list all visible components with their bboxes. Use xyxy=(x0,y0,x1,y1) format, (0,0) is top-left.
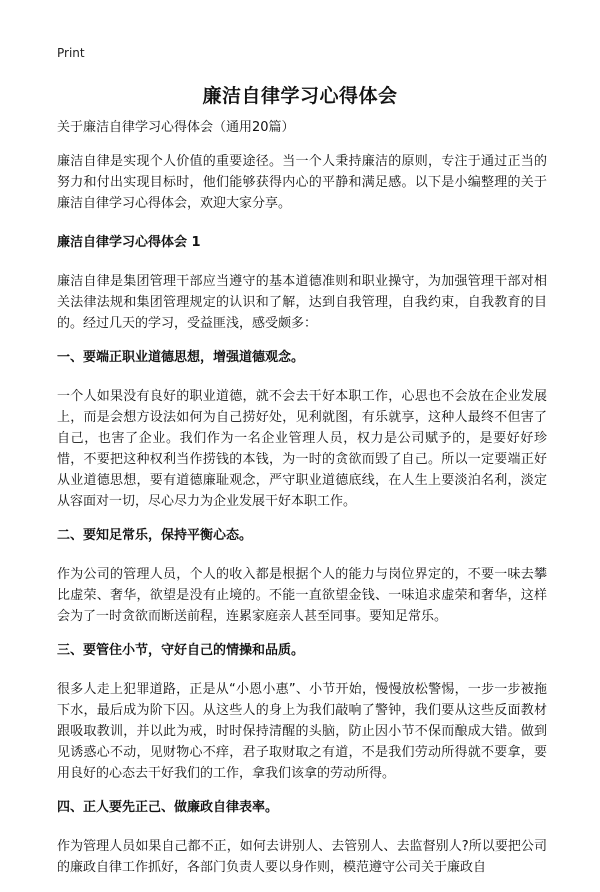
document-body xyxy=(57,117,547,892)
document-title: 廉洁自律学习心得体会 xyxy=(202,85,398,107)
section-body-4: 作为管理人员如果自己都不正，如何去讲别人、去管别人、去监督别人?所以要把公司的廉政自律工作抓好，各部门负责人要以身作则，模范遵守公司关于廉政自 xyxy=(57,839,547,875)
print-link[interactable]: Print xyxy=(57,46,85,60)
intro-paragraph: 廉洁自律是实现个人价值的重要途径。当一个人秉持廉洁的原则，专注于通过正当的努力和付出实现目标时，他们能够获得内心的平静和满足感。以下是小编整理的关于廉洁自律学习心得体会，欢迎大家分享。 xyxy=(57,154,547,211)
section-heading-1: 一、要端正职业道德思想，增强道德观念。 xyxy=(57,350,305,365)
section-body-1: 一个人如果没有良好的职业道德，就不会去干好本职工作，心思也不会放在企业发展上，而是会想方设法如何为自己捞好处，见利就图，有乐就享，这种人最终不但害了自己，也害了企业。我们作为一名企业管理人员，权力是公司赋予的，是要好好珍惜，不要把这种权利当作捞钱的本钱，为一时的贪欲而毁了自己。所以一定要端正好从业道德思想，要有道德廉耻观念，严守职业道德底线，在人生上要淡泊名利，淡定从容面对一切，尽心尽力为企业发展干好本职工作。 xyxy=(57,389,547,509)
section-body-3: 很多人走上犯罪道路，正是从“小恩小惠”、小节开始，慢慢放松警惕，一步一步被拖下水，最后成为阶下囚。从这些人的身上为我们敲响了警钟，我们要从这些反面教材跟吸取教训，并以此为戒，时时保持清醒的头脑，防止因小节不保而酿成大错。做到见诱惑心不动，见财物心不痒，君子取财取之有道，不是我们劳动所得就不要拿，要用良好的心态去干好我们的工作，拿我们该拿的劳动所得。 xyxy=(57,682,547,781)
section-heading-2: 二、要知足常乐，保持平衡心态。 xyxy=(57,528,253,543)
section-heading-3: 三、要管住小节，守好自己的情操和品质。 xyxy=(57,643,305,658)
article-intro-paragraph: 廉洁自律是集团管理干部应当遵守的基本道德准则和职业操守，为加强管理干部对相关法律法规和集团管理规定的认识和了解，达到自我管理，自我约束，自我教育的目的。经过几天的学习，受益匪浅，感受颇多： xyxy=(57,274,547,331)
document-subtitle: 关于廉洁自律学习心得体会（通用20篇） xyxy=(57,120,295,135)
section-heading-4: 四、正人要先正己、做廉政自律表率。 xyxy=(57,800,279,815)
article-heading: 廉洁自律学习心得体会 1 xyxy=(57,235,201,250)
section-body-2: 作为公司的管理人员，个人的收入都是根据个人的能力与岗位界定的，不要一味去攀比虚荣、奢华，欲望是没有止境的。不能一直欲望金钱、一味追求虚荣和奢华，这样会为了一时贪欲而断送前程，连累家庭亲人甚至同事。要知足常乐。 xyxy=(57,567,547,624)
